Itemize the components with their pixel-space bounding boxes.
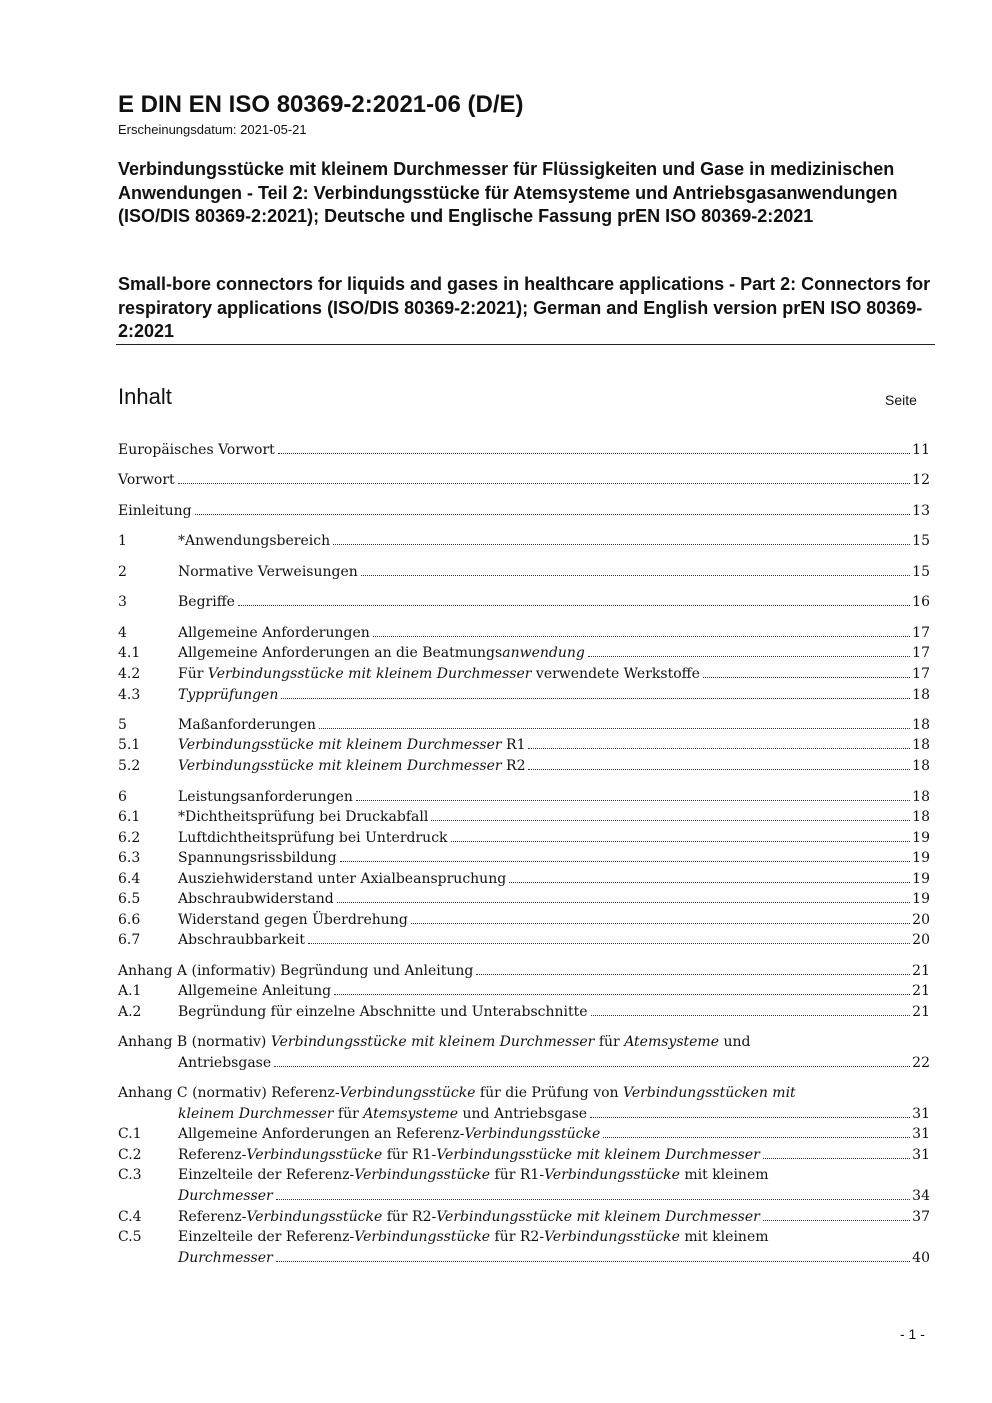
toc-entry[interactable] bbox=[118, 1032, 930, 1073]
toc-entry-title: Verbindungsstücke mit kleinem Durchmesser R1 bbox=[178, 737, 526, 753]
toc-entry[interactable] bbox=[118, 643, 930, 663]
toc-entry[interactable] bbox=[118, 664, 930, 684]
toc-entry[interactable] bbox=[118, 1207, 930, 1227]
toc-entry-page: 19 bbox=[912, 850, 930, 866]
toc-entry-title: Einzelteile der Referenz-Verbindungsstücke für R1-Verbindungsstücke mit kleinem bbox=[178, 1167, 769, 1183]
dot-leader bbox=[588, 656, 910, 657]
toc-entry-title: Einzelteile der Referenz-Verbindungsstücke für R2-Verbindungsstücke mit kleinem bbox=[178, 1229, 769, 1245]
toc-entry-number: 4.2 bbox=[118, 666, 141, 682]
toc-entry-page: 16 bbox=[912, 594, 930, 610]
toc-entry-number: 5.1 bbox=[118, 737, 141, 753]
toc-entry-number: C.3 bbox=[118, 1167, 142, 1183]
toc-entry[interactable] bbox=[118, 961, 930, 981]
toc-entry-number: 6.2 bbox=[118, 830, 141, 846]
toc-entry-page: 11 bbox=[912, 442, 930, 458]
toc-entry[interactable] bbox=[118, 440, 930, 460]
dot-leader bbox=[528, 748, 910, 749]
toc-entry-number: C.4 bbox=[118, 1209, 142, 1225]
toc-entry-page: 21 bbox=[912, 983, 930, 999]
toc-entry-number: C.5 bbox=[118, 1229, 142, 1245]
toc-entry-title: Verbindungsstücke mit kleinem Durchmesser R2 bbox=[178, 758, 526, 774]
dot-leader bbox=[340, 861, 911, 862]
toc-entry-number: 4 bbox=[118, 625, 127, 641]
toc-entry-title: Abschraubbarkeit bbox=[178, 932, 306, 948]
page-number: - 1 - bbox=[900, 1326, 925, 1342]
toc-entry-title: Leistungsanforderungen bbox=[178, 789, 353, 805]
page-column-label: Seite bbox=[885, 392, 917, 408]
toc-entry[interactable] bbox=[118, 756, 930, 776]
toc-entry[interactable] bbox=[118, 501, 930, 521]
toc-entry[interactable] bbox=[118, 1145, 930, 1165]
toc-entry-number: C.2 bbox=[118, 1147, 142, 1163]
toc-entry-number: 6 bbox=[118, 789, 127, 805]
dot-leader bbox=[334, 994, 910, 995]
toc-entry-page: 18 bbox=[912, 809, 930, 825]
dot-leader bbox=[603, 1137, 910, 1138]
title-english: Small-bore connectors for liquids and gases in healthcare applications - Part 2: Connectors for respiratory applications (ISO/DIS 80369-2:2021); German and English version prEN ISO 80369-2:2021 bbox=[118, 274, 931, 341]
dot-leader bbox=[319, 728, 910, 729]
toc-entry-page: 18 bbox=[912, 717, 930, 733]
toc-entry-title: Ausziehwiderstand unter Axialbeanspruchung bbox=[178, 871, 507, 887]
toc-entry-number: 3 bbox=[118, 594, 127, 610]
toc-entry[interactable] bbox=[118, 807, 930, 827]
toc-entry-page: 19 bbox=[912, 871, 930, 887]
toc-entry-number: 6.6 bbox=[118, 912, 141, 928]
publication-date: Erscheinungsdatum: 2021-05-21 bbox=[118, 122, 307, 137]
toc-entry-page: 37 bbox=[912, 1209, 930, 1225]
toc-entry-page: 15 bbox=[912, 533, 930, 549]
dot-leader bbox=[281, 698, 910, 699]
toc-entry-title: Allgemeine Anforderungen bbox=[178, 625, 370, 641]
dot-leader bbox=[591, 1015, 911, 1016]
toc-entry-page: 31 bbox=[912, 1106, 930, 1122]
toc-entry[interactable] bbox=[118, 715, 930, 735]
toc-entry-title: Einleitung bbox=[118, 503, 192, 519]
toc-entry-number: 5.2 bbox=[118, 758, 141, 774]
toc-entry-page: 19 bbox=[912, 891, 930, 907]
toc-entry[interactable] bbox=[118, 1165, 930, 1206]
toc-entry-title: Abschraubwiderstand bbox=[178, 891, 334, 907]
toc-entry-title: Anhang B (normativ) Verbindungsstücke mit kleinem Durchmesser für Atemsysteme und bbox=[118, 1034, 751, 1050]
dot-leader bbox=[238, 605, 910, 606]
toc-entry-title: Für Verbindungsstücke mit kleinem Durchmesser verwendete Werkstoffe bbox=[178, 666, 700, 682]
toc-entry-title: Allgemeine Anleitung bbox=[178, 983, 332, 999]
dot-leader bbox=[333, 544, 910, 545]
toc-entry-number: 4.1 bbox=[118, 645, 141, 661]
toc-entry-title-continued: Durchmesser bbox=[178, 1250, 273, 1266]
dot-leader bbox=[276, 1199, 910, 1200]
toc-entry-number: 6.7 bbox=[118, 932, 141, 948]
toc-entry-page: 17 bbox=[912, 666, 930, 682]
toc-entry-number: A.2 bbox=[118, 1004, 142, 1020]
toc-entry-number: C.1 bbox=[118, 1126, 142, 1142]
toc-entry-title: Normative Verweisungen bbox=[178, 564, 358, 580]
toc-entry-number: 6.4 bbox=[118, 871, 141, 887]
toc-entry-title: Begründung für einzelne Abschnitte und Unterabschnitte bbox=[178, 1004, 588, 1020]
dot-leader bbox=[411, 923, 910, 924]
toc-entry-page: 17 bbox=[912, 625, 930, 641]
toc-entry-title-continued: Durchmesser bbox=[178, 1188, 273, 1204]
dot-leader bbox=[356, 800, 910, 801]
toc-entry-title: Referenz-Verbindungsstücke für R1-Verbindungsstücke mit kleinem Durchmesser bbox=[178, 1147, 760, 1163]
dot-leader bbox=[763, 1158, 910, 1159]
toc-entry-number: 6.5 bbox=[118, 891, 141, 907]
toc-entry-page: 18 bbox=[912, 737, 930, 753]
toc-entry[interactable] bbox=[118, 910, 930, 930]
toc-entry-title: Referenz-Verbindungsstücke für R2-Verbindungsstücke mit kleinem Durchmesser bbox=[178, 1209, 760, 1225]
dot-leader bbox=[590, 1117, 910, 1118]
toc-entry-title: Typprüfungen bbox=[178, 687, 279, 703]
toc-entry[interactable] bbox=[118, 869, 930, 889]
dot-leader bbox=[361, 575, 910, 576]
toc-entry-title: Spannungsrissbildung bbox=[178, 850, 337, 866]
toc-entry-page: 40 bbox=[912, 1250, 930, 1266]
toc-entry-number: 1 bbox=[118, 533, 127, 549]
toc-entry-number: 6.3 bbox=[118, 850, 141, 866]
toc-entry-page: 21 bbox=[912, 963, 930, 979]
toc-entry-page: 20 bbox=[912, 932, 930, 948]
standard-title: E DIN EN ISO 80369-2:2021-06 (D/E) bbox=[118, 91, 524, 118]
toc-entry-number: 6.1 bbox=[118, 809, 141, 825]
toc-entry-title: Luftdichtheitsprüfung bei Unterdruck bbox=[178, 830, 448, 846]
toc-entry-page: 18 bbox=[912, 687, 930, 703]
toc-entry-page: 31 bbox=[912, 1126, 930, 1142]
toc-entry[interactable] bbox=[118, 562, 930, 582]
toc-entry-page: 20 bbox=[912, 912, 930, 928]
dot-leader bbox=[308, 943, 910, 944]
toc-entry-page: 21 bbox=[912, 1004, 930, 1020]
toc-entry[interactable] bbox=[118, 470, 930, 490]
toc-entry-title: Begriffe bbox=[178, 594, 235, 610]
dot-leader bbox=[431, 820, 910, 821]
toc-entry-title: Allgemeine Anforderungen an Referenz-Verbindungsstücke bbox=[178, 1126, 601, 1142]
dot-leader bbox=[274, 1066, 910, 1067]
toc-entry[interactable] bbox=[118, 685, 930, 705]
toc-entry[interactable] bbox=[118, 531, 930, 551]
toc-entry-page: 13 bbox=[912, 503, 930, 519]
toc-entry[interactable] bbox=[118, 1124, 930, 1144]
dot-leader bbox=[278, 453, 910, 454]
toc-entry-number: 5 bbox=[118, 717, 127, 733]
toc-entry-page: 34 bbox=[912, 1188, 930, 1204]
dot-leader bbox=[528, 769, 910, 770]
toc-entry-title: *Anwendungsbereich bbox=[178, 533, 331, 549]
toc-entry-page: 15 bbox=[912, 564, 930, 580]
toc-entry-title: Anhang C (normativ) Referenz-Verbindungsstücke für die Prüfung von Verbindungsstücken mit bbox=[118, 1085, 796, 1101]
dot-leader bbox=[703, 677, 910, 678]
dot-leader bbox=[476, 974, 910, 975]
toc-entry-number: A.1 bbox=[118, 983, 142, 999]
toc-entry[interactable] bbox=[118, 1227, 930, 1268]
toc-entry-title: Vorwort bbox=[118, 472, 175, 488]
toc-entry-page: 22 bbox=[912, 1055, 930, 1071]
toc-entry-title: *Dichtheitsprüfung bei Druckabfall bbox=[178, 809, 429, 825]
dot-leader bbox=[373, 636, 910, 637]
toc-entry-page: 18 bbox=[912, 758, 930, 774]
toc-entry[interactable] bbox=[118, 828, 930, 848]
dot-leader bbox=[763, 1220, 910, 1221]
toc-entry[interactable] bbox=[118, 930, 930, 950]
toc-entry-title: Anhang A (informativ) Begründung und Anleitung bbox=[118, 963, 474, 979]
toc-entry[interactable] bbox=[118, 889, 930, 909]
dot-leader bbox=[337, 902, 911, 903]
toc-entry-title: Widerstand gegen Überdrehung bbox=[178, 912, 408, 928]
toc-entry-title: Europäisches Vorwort bbox=[118, 442, 275, 458]
title-german: Verbindungsstücke mit kleinem Durchmesser für Flüssigkeiten und Gase in medizinischen Anwendungen - Teil 2: Verbindungsstücke für Atemsysteme und Antriebsgasanwendungen (ISO/DIS 80369-2:2021); Deutsche und Englische Fassung prEN ISO 80369-2:2021 bbox=[118, 159, 898, 226]
toc-entry[interactable] bbox=[118, 848, 930, 868]
dot-leader bbox=[276, 1261, 910, 1262]
toc-entry[interactable] bbox=[118, 787, 930, 807]
toc-entry[interactable] bbox=[118, 1002, 930, 1022]
toc-entry-title-continued: kleinem Durchmesser für Atemsysteme und Antriebsgase bbox=[178, 1106, 588, 1122]
dot-leader bbox=[509, 882, 910, 883]
toc-entry-page: 17 bbox=[912, 645, 930, 661]
dot-leader bbox=[451, 841, 911, 842]
toc-entry-title-continued: Antriebsgase bbox=[178, 1055, 272, 1071]
dot-leader bbox=[178, 483, 910, 484]
toc-entry-title: Maßanforderungen bbox=[178, 717, 316, 733]
toc-entry-title: Allgemeine Anforderungen an die Beatmungsanwendung bbox=[178, 645, 585, 661]
dot-leader bbox=[195, 514, 911, 515]
toc-heading: Inhalt bbox=[118, 384, 172, 409]
toc-entry-number: 2 bbox=[118, 564, 127, 580]
toc-entry[interactable] bbox=[118, 1083, 930, 1124]
toc-entry-number: 4.3 bbox=[118, 687, 141, 703]
title-divider bbox=[116, 344, 935, 345]
toc-entry-page: 18 bbox=[912, 789, 930, 805]
toc-entry-page: 12 bbox=[912, 472, 930, 488]
toc-entry-page: 31 bbox=[912, 1147, 930, 1163]
toc-entry[interactable] bbox=[118, 592, 930, 612]
toc-entry[interactable] bbox=[118, 735, 930, 755]
toc-entry[interactable] bbox=[118, 623, 930, 643]
toc-entry[interactable] bbox=[118, 981, 930, 1001]
toc-entry-page: 19 bbox=[912, 830, 930, 846]
